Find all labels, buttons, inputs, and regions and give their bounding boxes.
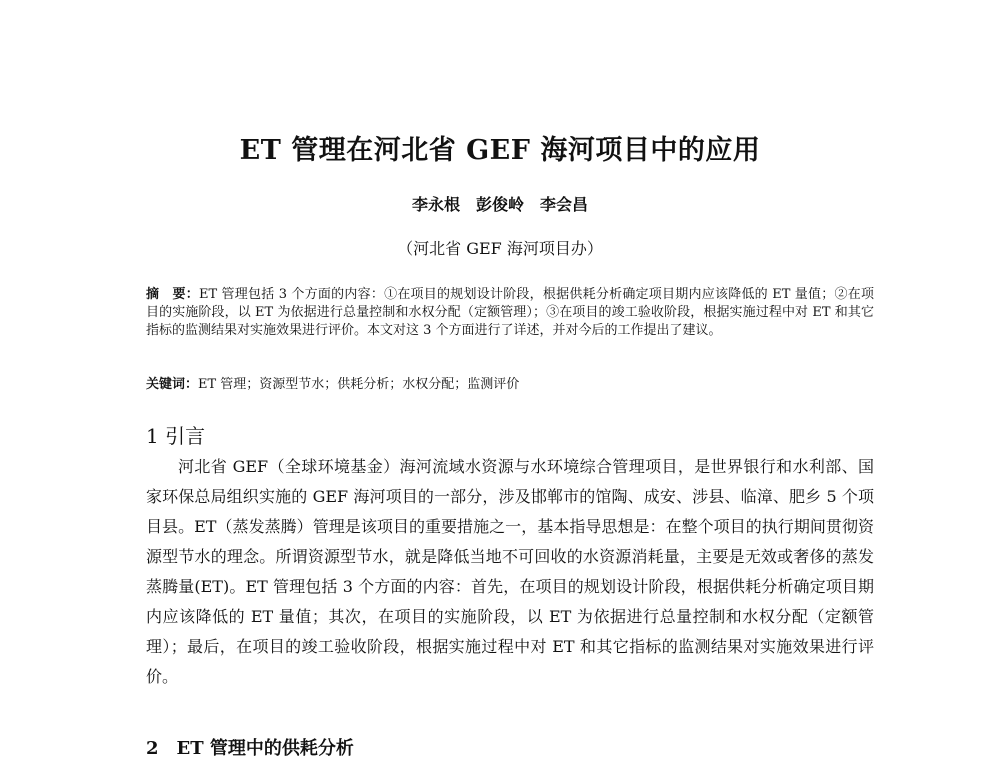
section-1-heading: 1 引言 (146, 424, 206, 448)
section-1-body: 河北省 GEF（全球环境基金）海河流域水资源与水环境综合管理项目，是世界银行和水利部、国家环保总局组织实施的 GEF 海河项目的一部分，涉及邯郸市的馆陶、成安、涉县、临漳、肥乡 5 个项目县。ET（蒸发蒸腾）管理是该项目的重要措施之一，基本指导思想是：在整个项目的执行期间贯彻资源型节水的理念。所谓资源型节水，就是降低当地不可回收的水资源消耗量，主要是无效或奢侈的蒸发蒸腾量(ET)。ET 管理包括 3 个方面的内容：首先，在项目的规划设计阶段，根据供耗分析确定项目期内应该降低的 ET 量值；其次，在项目的实施阶段，以 ET 为依据进行总量控制和水权分配（定额管理）；最后，在项目的竣工验收阶段，根据实施过程中对 ET 和其它指标的监测结果对实施效果进行评价。 (146, 457, 874, 686)
paper-title: ET 管理在河北省 GEF 海河项目中的应用 (239, 135, 761, 166)
paper-authors: 李永根 彭俊岭 李会昌 (411, 195, 588, 214)
keywords (146, 376, 874, 394)
paper-affiliation: （河北省 GEF 海河项目办） (397, 239, 603, 258)
abstract-text: ET 管理包括 3 个方面的内容：①在项目的规划设计阶段，根据供耗分析确定项目期内应该降低的 ET 量值；②在项目的实施阶段，以 ET 为依据进行总量控制和水权分配（定额管理）；③在项目的竣工验收阶段，根据实施过程中对 ET 和其它指标的监测结果对实施效果进行评价。本文对这 3 个方面进行了详述，并对今后的工作提出了建议。 (146, 287, 874, 338)
keywords-label: 关键词： (146, 377, 199, 392)
section-2-heading: 2 ET 管理中的供耗分析 (146, 738, 354, 759)
abstract (146, 286, 874, 340)
abstract-label: 摘 要： (146, 287, 199, 302)
keywords-text: ET 管理；资源型节水；供耗分析；水权分配；监测评价 (198, 377, 520, 392)
